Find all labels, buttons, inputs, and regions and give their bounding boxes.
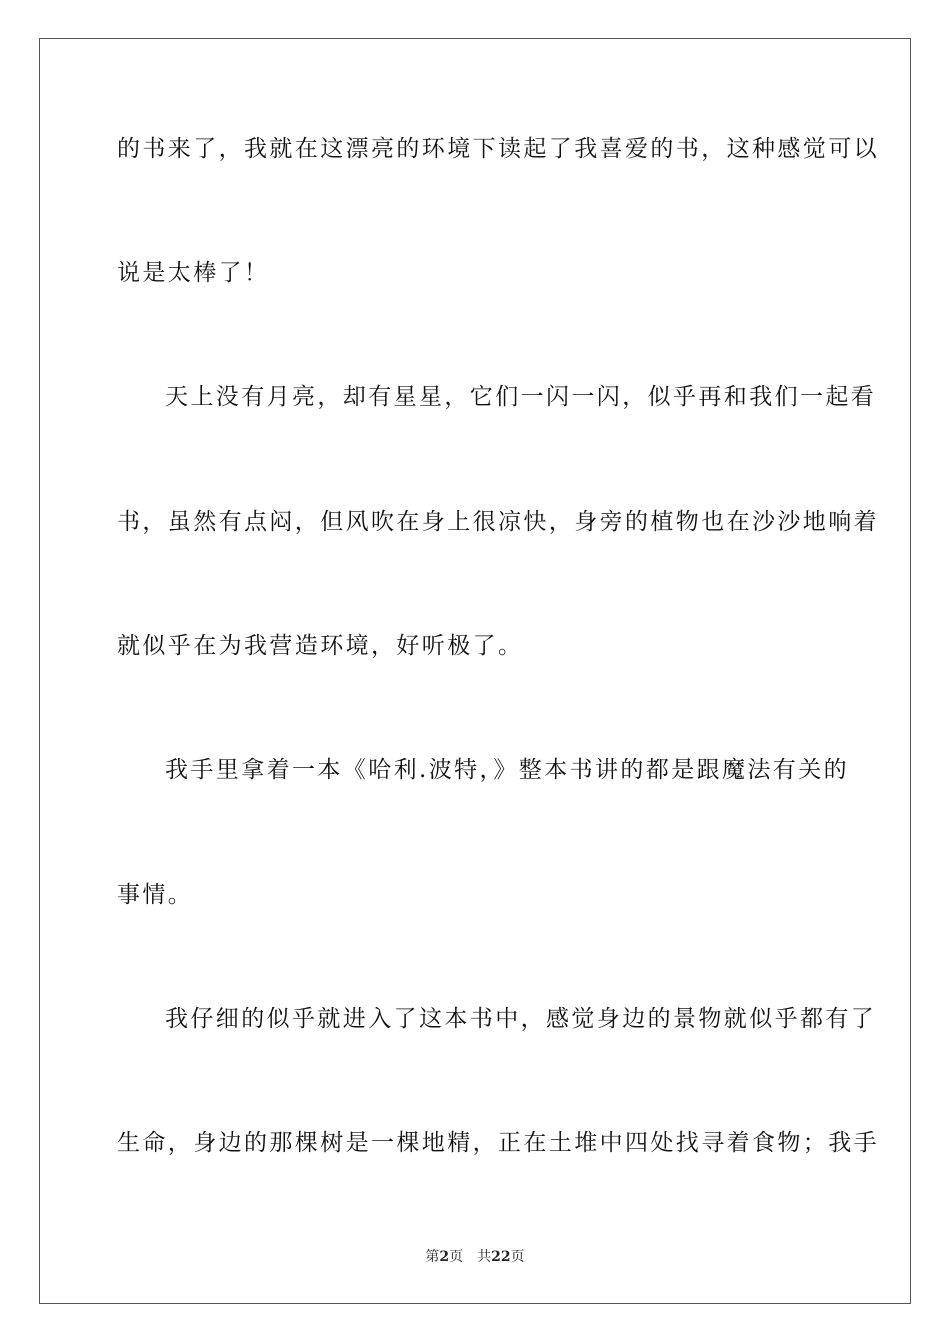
page-footer [0,1247,950,1267]
body-line-8: 我仔细的似乎就进入了这本书中，感觉身边的景物就似乎都有了 [165,1006,877,1032]
total-suffix: 页 [510,1249,525,1265]
body-line-3: 天上没有月亮，却有星星，它们一闪一闪，似乎再和我们一起看 [165,384,877,410]
body-line-5: 就似乎在为我营造环境，好听极了。 [117,633,524,659]
body-line-7: 事情。 [117,882,194,908]
body-line-1: 的书来了，我就在这漂亮的环境下读起了我喜爱的书，这种感觉可以 [117,136,879,162]
page-number: 2 [439,1249,450,1265]
body-line-9: 生命，身边的那棵树是一棵地精，正在土堆中四处找寻着食物；我手 [117,1130,879,1156]
body-line-2: 说是太棒了！ [117,260,270,286]
page-frame [39,38,911,1304]
total-prefix: 共 [477,1249,492,1265]
page-suffix: 页 [449,1249,464,1265]
page-prefix: 第 [425,1249,440,1265]
body-line-4: 书，虽然有点闷，但风吹在身上很凉快，身旁的植物也在沙沙地响着 [117,509,879,535]
total-pages: 22 [491,1249,511,1265]
body-line-6: 我手里拿着一本《哈利.波特，》整本书讲的都是跟魔法有关的 [165,757,850,783]
